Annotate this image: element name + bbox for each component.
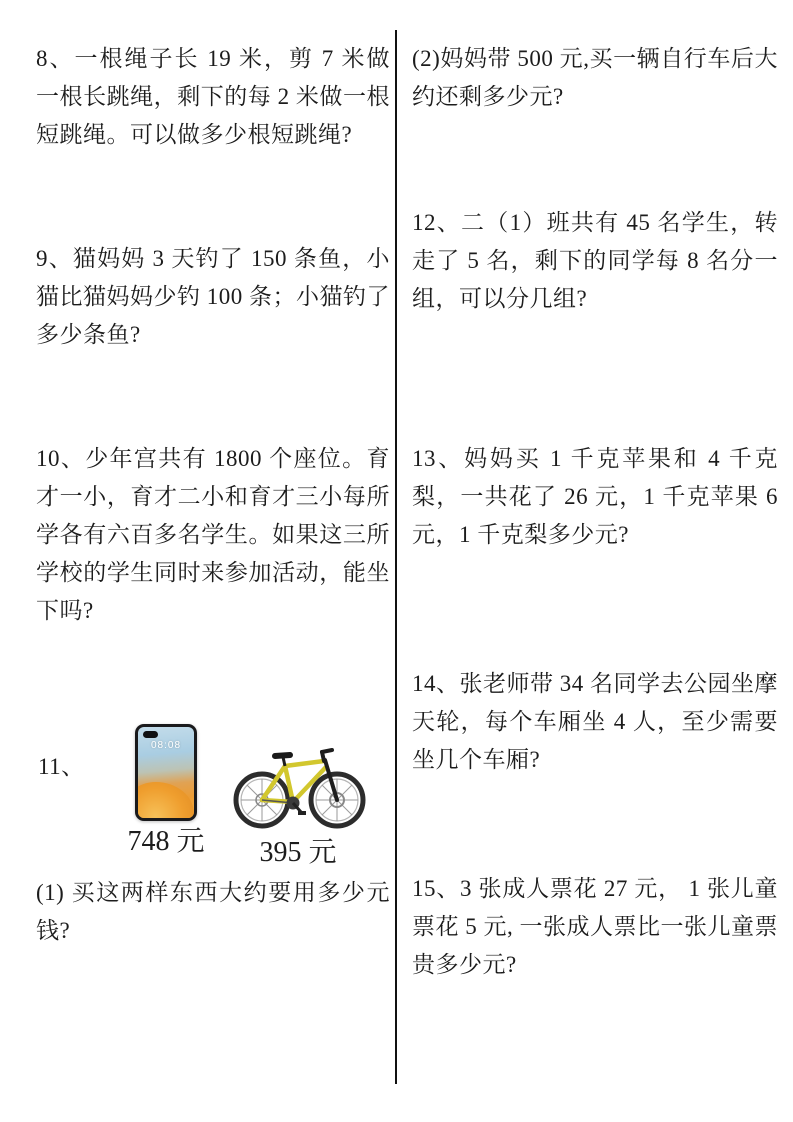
bicycle-image [229, 730, 367, 832]
sub-question-2-text: (2)妈妈带 500 元,买一辆自行车后大约还剩多少元? [412, 46, 778, 109]
smartphone-screen [138, 727, 194, 818]
problem-9-text: 9、猫妈妈 3 天钓了 150 条鱼，小猫比猫妈妈少钓 100 条；小猫钓了多少条鱼? [36, 246, 390, 347]
smartphone-clock-text: 08:08 [150, 740, 182, 751]
problem-11-sub-question-1: (1) 买这两样东西大约要用多少元钱? [36, 880, 390, 943]
problem-10-text: 10、少年宫共有 1800 个座位。育才一小，育才二小和育才三小每所学各有六百多名学生。如果这三所学校的学生同时来参加活动，能坐下吗? [36, 446, 390, 623]
problem-14-text: 14、张老师带 34 名同学去公园坐摩天轮，每个车厢坐 4 人，至少需要坐几个车厢? [412, 671, 778, 772]
phone-price-label: 748 元 [127, 826, 205, 857]
problem-12-text: 12、二（1）班共有 45 名学生，转走了 5 名，剩下的同学每 8 名分一组，可以分几组? [412, 210, 778, 311]
problem-11 [36, 700, 390, 880]
problem-8-text: 8、一根绳子长 19 米，剪 7 米做一根长跳绳，剩下的每 2 米做一根短跳绳。可以做多少根短跳绳? [36, 46, 390, 147]
smartphone-wallpaper-petal [138, 782, 194, 818]
problem-13-text: 13、妈妈买 1 千克苹果和 4 千克梨，一共花了 26 元，1 千克苹果 6 元，1 千克梨多少元? [412, 446, 785, 547]
column-divider [395, 30, 397, 1084]
bicycle-figure [228, 730, 368, 870]
phone-figure [110, 724, 222, 859]
smartphone-camera-cutout [143, 731, 158, 738]
problem-11-number: 11、 [38, 754, 85, 779]
problem-15-text: 15、3 张成人票花 27 元， 1 张儿童票花 5 元, 一张成人票比一张儿童票贵多少元? [412, 876, 778, 977]
bicycle-price-label: 395 元 [259, 837, 337, 868]
smartphone-image [135, 724, 197, 821]
